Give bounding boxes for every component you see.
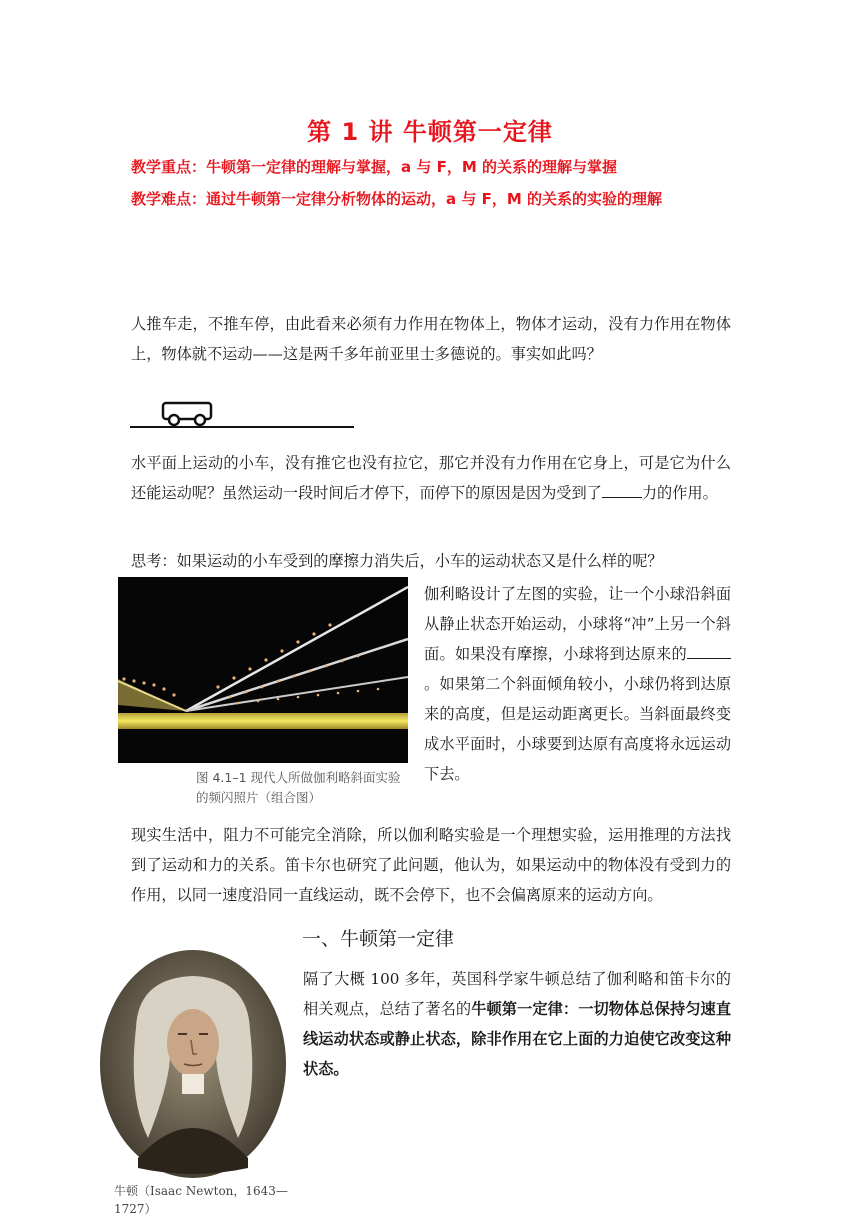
cart-paragraph-text: 水平面上运动的小车，没有推它也没有拉它，那它并没有力作用在它身上，可是它为什么还能运动呢？虽然运动一段时间后才停下，而停下的原因是因为受到了	[131, 454, 731, 502]
newton-text: 隔了大概 100 多年，英国科学家牛顿总结了伽利略和笛卡尔的相关观点，总结了著名的	[303, 970, 731, 1018]
think-question: 思考：如果运动的小车受到的摩擦力消失后，小车的运动状态又是什么样的呢？	[131, 552, 663, 570]
key-point-line: 教学重点：牛顿第一定律的理解与掌握，a 与 F，M 的关系的理解与掌握	[131, 158, 617, 176]
portrait-caption: 牛顿（Isaac Newton，1643—1727）	[114, 1184, 288, 1216]
galileo-strobe-photo	[118, 577, 408, 763]
answer-blank-2	[687, 640, 731, 659]
cart-paragraph	[131, 448, 731, 508]
galileo-text: 伽利略设计了左图的实验，让一个小球沿斜面从静止状态开始运动，小球将“冲”上另一个斜面。如果没有摩擦，小球将到达原来的	[424, 585, 731, 663]
newton-first-law: 牛顿第一定律：一切物体总保持匀速直线运动状态或静止状态，除非作用在它上面的力迫使它改变这种状态。	[303, 1000, 732, 1078]
newton-portrait	[98, 948, 288, 1180]
answer-blank	[602, 479, 642, 498]
reality-paragraph: 现实生活中，阻力不可能完全消除，所以伽利略实验是一个理想实验，运用推理的方法找到了运动和力的关系。笛卡尔也研究了此问题，他认为，如果运动中的物体没有受到力的作用，以同一速度沿同一直线运动，既不会停下，也不会偏离原来的运动方向。	[131, 826, 731, 904]
section-heading: 一、牛顿第一定律	[302, 928, 455, 950]
photo-caption: 图 4.1–1 现代人所做伽利略斜面实验的频闪照片（组合图）	[196, 770, 401, 805]
cart-illustration	[130, 398, 356, 432]
newton-paragraph	[303, 964, 731, 1084]
galileo-paragraph	[424, 579, 731, 789]
intro-paragraph: 人推车走，不推车停，由此看来必须有力作用在物体上，物体才运动，没有力作用在物体上，物体就不运动——这是两千多年前亚里士多德说的。事实如此吗？	[131, 315, 731, 363]
cart-paragraph-end: 力的作用。	[641, 484, 718, 502]
galileo-text-end: 。如果第二个斜面倾角较小，小球仍将到达原来的高度，但是运动距离更长。当斜面最终变成水平面时，小球要到达原有高度将永远运动下去。	[424, 675, 731, 783]
difficulty-line: 教学难点：通过牛顿第一定律分析物体的运动，a 与 F，M 的关系的实验的理解	[131, 190, 662, 208]
page-title: 第 1 讲 牛顿第一定律	[307, 118, 553, 146]
